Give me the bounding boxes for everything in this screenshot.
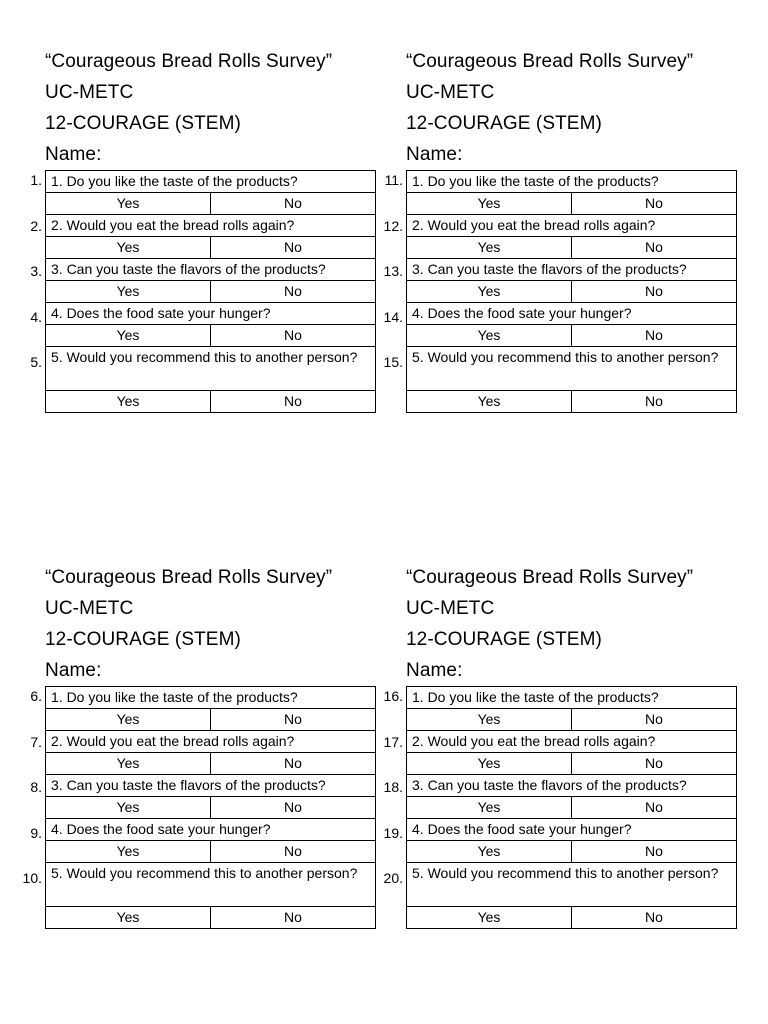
yes-option[interactable]: Yes xyxy=(407,797,572,819)
survey-card-2 xyxy=(406,46,737,409)
question-text: 1. Do you like the taste of the products? xyxy=(407,171,737,193)
section-name: 12-COURAGE (STEM) xyxy=(406,629,602,650)
answer-row xyxy=(407,193,737,215)
no-option[interactable]: No xyxy=(211,841,376,863)
survey-card-3 xyxy=(45,562,376,925)
yes-option[interactable]: Yes xyxy=(407,193,572,215)
item-number: 12. xyxy=(383,218,403,234)
item-number: 16. xyxy=(383,688,403,704)
answer-row xyxy=(46,281,376,303)
yes-option[interactable]: Yes xyxy=(407,907,572,929)
question-row xyxy=(407,731,737,753)
no-option[interactable]: No xyxy=(572,709,737,731)
answer-row xyxy=(46,391,376,413)
item-number: 1. xyxy=(30,172,42,188)
yes-option[interactable]: Yes xyxy=(46,391,211,413)
answer-row xyxy=(407,325,737,347)
answer-row xyxy=(407,709,737,731)
answer-row xyxy=(407,907,737,929)
answer-row xyxy=(46,325,376,347)
no-option[interactable]: No xyxy=(572,281,737,303)
yes-option[interactable]: Yes xyxy=(46,841,211,863)
survey-card-4 xyxy=(406,562,737,925)
no-option[interactable]: No xyxy=(211,281,376,303)
item-number: 20. xyxy=(383,870,403,886)
yes-option[interactable]: Yes xyxy=(407,709,572,731)
answer-row xyxy=(46,237,376,259)
answer-row xyxy=(46,841,376,863)
question-text: 5. Would you recommend this to another person? xyxy=(46,347,376,391)
survey-header xyxy=(406,46,737,170)
no-option[interactable]: No xyxy=(211,709,376,731)
question-text: 5. Would you recommend this to another person? xyxy=(407,863,737,907)
question-table xyxy=(406,170,737,413)
question-row xyxy=(46,731,376,753)
item-number: 8. xyxy=(30,779,42,795)
question-row xyxy=(407,819,737,841)
yes-option[interactable]: Yes xyxy=(46,907,211,929)
survey-card-1 xyxy=(45,46,376,409)
item-number: 7. xyxy=(30,734,42,750)
question-row xyxy=(407,303,737,325)
question-row xyxy=(46,171,376,193)
item-number: 18. xyxy=(383,779,403,795)
school-name: UC-METC xyxy=(45,82,134,103)
answer-row xyxy=(46,709,376,731)
question-row xyxy=(407,171,737,193)
item-number: 5. xyxy=(30,354,42,370)
item-number: 4. xyxy=(30,309,42,325)
item-number: 17. xyxy=(383,734,403,750)
no-option[interactable]: No xyxy=(572,391,737,413)
section-name: 12-COURAGE (STEM) xyxy=(406,113,602,134)
yes-option[interactable]: Yes xyxy=(46,193,211,215)
question-table xyxy=(406,686,737,929)
question-text: 2. Would you eat the bread rolls again? xyxy=(407,731,737,753)
yes-option[interactable]: Yes xyxy=(407,753,572,775)
yes-option[interactable]: Yes xyxy=(46,325,211,347)
question-text: 3. Can you taste the flavors of the products? xyxy=(46,775,376,797)
item-number: 6. xyxy=(30,688,42,704)
item-number: 11. xyxy=(384,172,403,188)
question-row xyxy=(407,347,737,391)
question-text: 5. Would you recommend this to another person? xyxy=(407,347,737,391)
answer-row xyxy=(407,753,737,775)
question-row xyxy=(407,215,737,237)
no-option[interactable]: No xyxy=(211,753,376,775)
name-label: Name: xyxy=(406,660,463,681)
survey-header xyxy=(45,46,376,170)
school-name: UC-METC xyxy=(45,598,134,619)
answer-row xyxy=(46,907,376,929)
question-text: 2. Would you eat the bread rolls again? xyxy=(46,215,376,237)
question-text: 3. Can you taste the flavors of the products? xyxy=(407,259,737,281)
yes-option[interactable]: Yes xyxy=(46,709,211,731)
item-number: 15. xyxy=(383,354,403,370)
question-text: 2. Would you eat the bread rolls again? xyxy=(407,215,737,237)
answer-row xyxy=(407,391,737,413)
question-row xyxy=(407,687,737,709)
no-option[interactable]: No xyxy=(572,193,737,215)
answer-row xyxy=(46,753,376,775)
name-label: Name: xyxy=(45,660,102,681)
item-number: 19. xyxy=(383,825,403,841)
question-row xyxy=(46,259,376,281)
question-row xyxy=(407,259,737,281)
section-name: 12-COURAGE (STEM) xyxy=(45,629,241,650)
school-name: UC-METC xyxy=(406,82,495,103)
question-text: 3. Can you taste the flavors of the products? xyxy=(46,259,376,281)
question-table xyxy=(45,170,376,413)
item-number: 13. xyxy=(383,263,403,279)
question-text: 1. Do you like the taste of the products? xyxy=(46,171,376,193)
survey-title: “Courageous Bread Rolls Survey” xyxy=(406,567,694,588)
yes-option[interactable]: Yes xyxy=(46,797,211,819)
question-row xyxy=(46,819,376,841)
no-option[interactable]: No xyxy=(572,907,737,929)
yes-option[interactable]: Yes xyxy=(407,841,572,863)
survey-header xyxy=(45,562,376,686)
name-label: Name: xyxy=(45,144,102,165)
no-option[interactable]: No xyxy=(211,391,376,413)
question-text: 2. Would you eat the bread rolls again? xyxy=(46,731,376,753)
yes-option[interactable]: Yes xyxy=(46,237,211,259)
question-row xyxy=(46,215,376,237)
no-option[interactable]: No xyxy=(572,841,737,863)
yes-option[interactable]: Yes xyxy=(46,753,211,775)
no-option[interactable]: No xyxy=(572,753,737,775)
question-row xyxy=(46,775,376,797)
no-option[interactable]: No xyxy=(211,325,376,347)
answer-row xyxy=(46,193,376,215)
no-option[interactable]: No xyxy=(211,907,376,929)
question-row xyxy=(46,687,376,709)
no-option[interactable]: No xyxy=(211,237,376,259)
question-row xyxy=(46,347,376,391)
question-text: 5. Would you recommend this to another person? xyxy=(46,863,376,907)
question-text: 4. Does the food sate your hunger? xyxy=(407,819,737,841)
item-number: 9. xyxy=(30,825,42,841)
question-text: 4. Does the food sate your hunger? xyxy=(46,303,376,325)
item-number: 3. xyxy=(30,263,42,279)
school-name: UC-METC xyxy=(406,598,495,619)
question-text: 1. Do you like the taste of the products? xyxy=(46,687,376,709)
no-option[interactable]: No xyxy=(572,237,737,259)
answer-row xyxy=(46,797,376,819)
question-row xyxy=(46,863,376,907)
item-number: 10. xyxy=(22,870,42,886)
answer-row xyxy=(407,281,737,303)
item-number: 14. xyxy=(383,309,403,325)
question-text: 4. Does the food sate your hunger? xyxy=(407,303,737,325)
name-label: Name: xyxy=(406,144,463,165)
yes-option[interactable]: Yes xyxy=(407,391,572,413)
survey-header xyxy=(406,562,737,686)
question-text: 1. Do you like the taste of the products? xyxy=(407,687,737,709)
survey-title: “Courageous Bread Rolls Survey” xyxy=(45,51,333,72)
no-option[interactable]: No xyxy=(572,797,737,819)
question-row xyxy=(407,775,737,797)
question-table xyxy=(45,686,376,929)
question-text: 4. Does the food sate your hunger? xyxy=(46,819,376,841)
question-row xyxy=(46,303,376,325)
yes-option[interactable]: Yes xyxy=(46,281,211,303)
yes-option[interactable]: Yes xyxy=(407,281,572,303)
survey-title: “Courageous Bread Rolls Survey” xyxy=(45,567,333,588)
answer-row xyxy=(407,797,737,819)
no-option[interactable]: No xyxy=(572,325,737,347)
section-name: 12-COURAGE (STEM) xyxy=(45,113,241,134)
no-option[interactable]: No xyxy=(211,797,376,819)
item-number: 2. xyxy=(30,218,42,234)
answer-row xyxy=(407,841,737,863)
question-row xyxy=(407,863,737,907)
no-option[interactable]: No xyxy=(211,193,376,215)
yes-option[interactable]: Yes xyxy=(407,325,572,347)
yes-option[interactable]: Yes xyxy=(407,237,572,259)
question-text: 3. Can you taste the flavors of the products? xyxy=(407,775,737,797)
answer-row xyxy=(407,237,737,259)
survey-title: “Courageous Bread Rolls Survey” xyxy=(406,51,694,72)
